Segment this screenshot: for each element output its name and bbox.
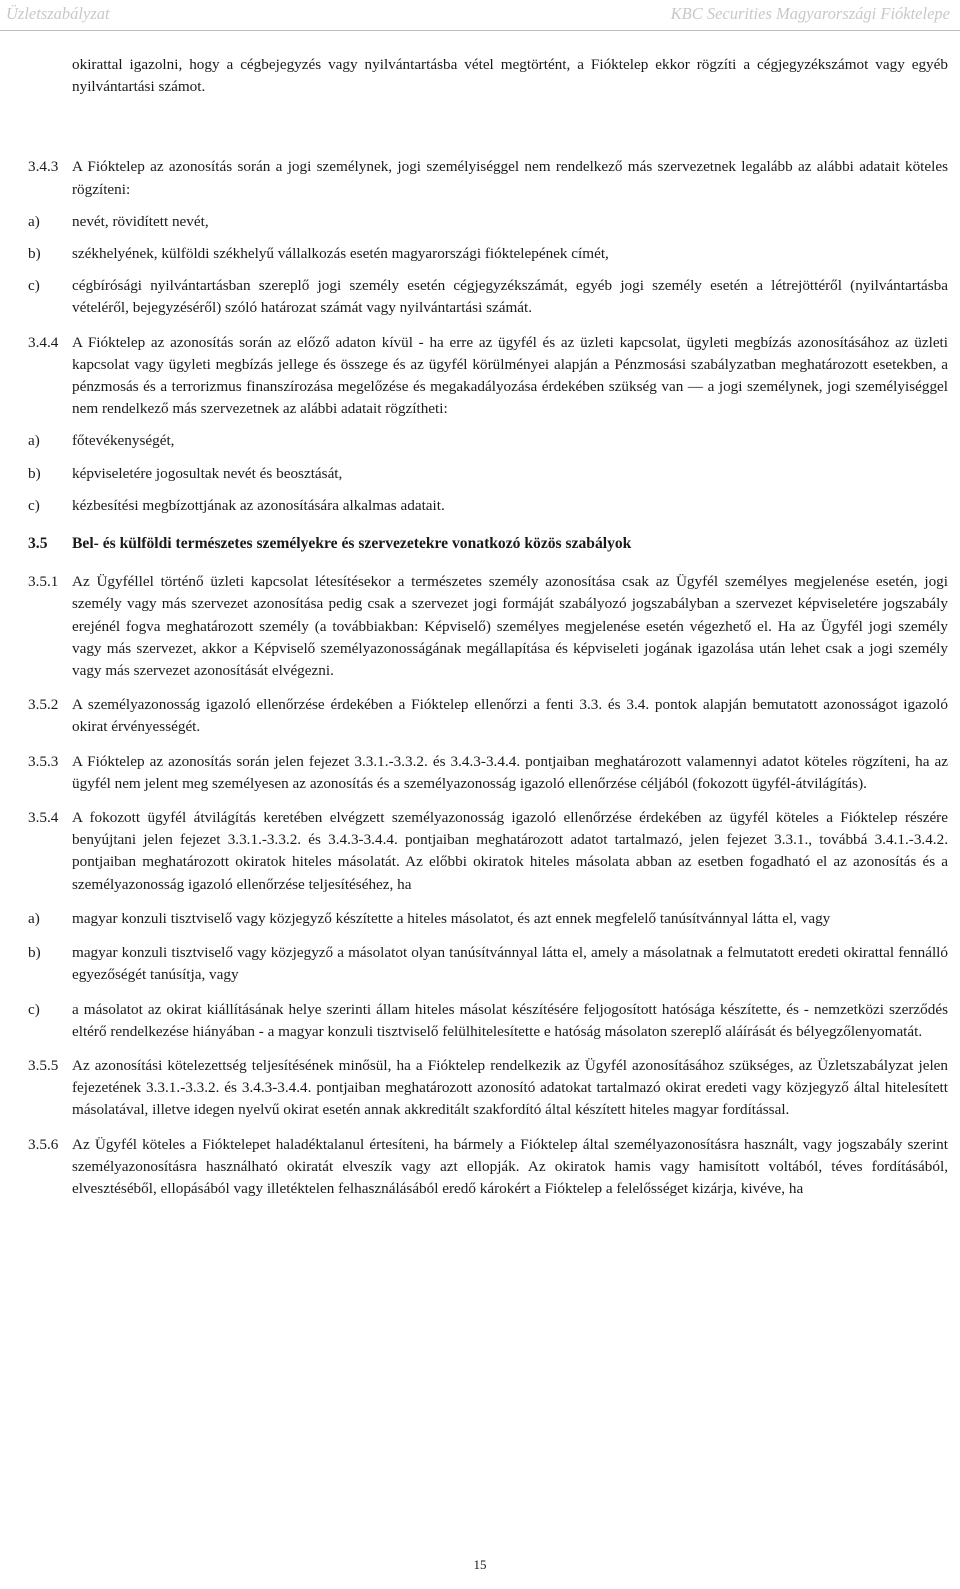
list-text: főtevékenységét,: [72, 432, 175, 450]
section-3-5-3: [28, 751, 948, 795]
section-text: Az azonosítási kötelezettség teljesítésének minősül, ha a Fióktelep rendelkezik az Ügyfél azonosításához szükséges, az Üzletszabályzat jelen fejezetének 3.3.1.-3.3.2. és 3.4.3-3.4.4. pontjaiban meghatározott azonosító adatokat tartalmazó okirat eredeti vagy közjegyző által hitelesített másolatával, illetve idegen nyelvű okirat esetén annak akkreditált szakfordító által készített hiteles magyar fordítással.: [72, 1056, 948, 1119]
section-number: 3.5.6: [28, 1135, 59, 1153]
section-title: Bel- és külföldi természetes személyekre és szervezetekre vonatkozó közös szabályok: [72, 535, 632, 553]
list-item: [28, 495, 948, 517]
section-text: A Fióktelep az azonosítás során jelen fejezet 3.3.1.-3.3.2. és 3.4.3-3.4.4. pontjaiban meghatározott valamennyi adatot köteles rögzíteni, ha az ügyfél nem jelent meg személyesen az azonosítás és a személyazonosság igazoló ellenőrzése céljából (fokozott ügyfél-átvilágítás).: [72, 752, 948, 792]
section-number: 3.4.3: [28, 158, 59, 176]
list-text: képviseletére jogosultak nevét és beosztását,: [72, 464, 343, 482]
section-text: A személyazonosság igazoló ellenőrzése érdekében a Fióktelep ellenőrzi a fenti 3.3. és 3.4. pontok alapján bemutatott azonosságot igazoló okirat érvényességét.: [72, 696, 948, 736]
section-3-4-3: [28, 156, 948, 200]
section-number: 3.5.1: [28, 573, 59, 591]
list-letter: c): [28, 277, 40, 295]
list-text: cégbírósági nyilvántartásban szereplő jogi személy esetén cégjegyzékszámát, egyéb jogi személy esetén a létrejöttéről (nyilvántartásba vételéről, bejegyzéséről) szóló határozat számát vagy nyilvántartási számát.: [72, 277, 948, 317]
header-company-name: KBC Securities Magyarországi Fióktelepe: [670, 4, 950, 23]
list-text: nevét, rövidített nevét,: [72, 212, 209, 230]
list-text: a másolatot az okirat kiállításának helye szerinti állam hiteles másolat készítésére feljogosított hatósága készítette, és - nemzetközi szerződés eltérő rendelkezése hiányában - a magyar konzuli tisztviselő felülhitelesítette e hatóság másolaton szereplő aláírását és bélyegzőlenyomatát.: [72, 1000, 948, 1040]
list-letter: c): [28, 1000, 40, 1018]
list-item: [28, 908, 948, 930]
section-3-5-5: [28, 1055, 948, 1122]
section-3-5-heading: [28, 533, 948, 555]
section-number: 3.5.3: [28, 752, 59, 770]
header-document-title: Üzletszabályzat: [6, 4, 110, 23]
intro-paragraph: okirattal igazolni, hogy a cégbejegyzés vagy nyilvántartásba vétel megtörtént, a Fióktelep ekkor rögzíti a cégjegyzékszámot vagy egyéb nyilvántartási számot.: [72, 56, 948, 96]
list-letter: b): [28, 245, 41, 263]
section-number: 3.5.4: [28, 809, 59, 827]
list-letter: b): [28, 464, 41, 482]
section-3-5-2: [28, 694, 948, 738]
list-letter: a): [28, 432, 40, 450]
section-text: Az Ügyfél köteles a Fióktelepet haladéktalanul értesíteni, ha bármely a Fióktelep által személyazonosításra használt, vagy jogszabály szerint személyazonosításra használható okiratát elveszík vagy azt ellopják. Az okiratok hamis vagy hamisított voltából, téves fordításából, elvesztéséből, ellopásából vagy illetéktelen felhasználásából eredő károkért a Fióktelep a felelősséget kizárja, kivéve, ha: [72, 1135, 948, 1197]
list-text: magyar konzuli tisztviselő vagy közjegyző készítette a hiteles másolatot, és azt ennek megfelelő tanúsítvánnyal látta el, vagy: [72, 909, 831, 927]
section-text: A fokozott ügyfél átvilágítás keretében elvégzett személyazonosság igazoló ellenőrzése érdekében az ügyfél köteles a Fióktelep részére benyújtani jelen fejezet 3.3.1.-3.3.2. és 3.4.3-3.4.4. pontjaiban meghatározott adatot tartalmazó, jelen fejezet 3.3.1., továbbá 3.4.1.-3.4.2. pontjaiban meghatározott okiratok hiteles másolatát. Az előbbi okiratok hiteles másolata abban az esetben fogadható el az azonosítás és a személyazonosság igazoló ellenőrzése teljesítéséhez, ha: [72, 809, 948, 893]
section-text: A Fióktelep az azonosítás során a jogi személynek, jogi személyiséggel nem rendelkező más szervezetnek legalább az alábbi adatait köteles rögzíteni:: [72, 158, 948, 198]
page-number: 15: [473, 1557, 487, 1572]
list-item: [28, 275, 948, 319]
list-letter: b): [28, 944, 41, 962]
section-number: 3.5.2: [28, 696, 59, 714]
list-letter: a): [28, 212, 40, 230]
list-item: [28, 942, 948, 986]
list-item: [28, 463, 948, 485]
document-body: [28, 54, 948, 1200]
list-text: magyar konzuli tisztviselő vagy közjegyző a másolatot olyan tanúsítvánnyal látta el, amely a másolatnak a felmutatott eredeti okirattal fennálló egyezőségét tanúsítja, vagy: [72, 944, 948, 984]
list-letter: c): [28, 496, 40, 514]
section-3-5-4: [28, 807, 948, 896]
list-item: [28, 430, 948, 452]
list-letter: a): [28, 909, 40, 927]
list-item: [28, 999, 948, 1043]
section-number: 3.4.4: [28, 333, 59, 351]
list-text: székhelyének, külföldi székhelyű vállalkozás esetén magyarországi fióktelepének címét,: [72, 245, 609, 263]
section-3-5-1: [28, 571, 948, 682]
page-header: [0, 0, 960, 31]
section-3-5-6: [28, 1134, 948, 1201]
list-text: kézbesítési megbízottjának az azonosítására alkalmas adatait.: [72, 496, 445, 514]
list-item: [28, 211, 948, 233]
section-number: 3.5.5: [28, 1056, 59, 1074]
section-number: 3.5: [28, 535, 48, 553]
list-item: [28, 243, 948, 265]
section-text: Az Ügyféllel történő üzleti kapcsolat létesítésekor a természetes személy azonosítása csak az Ügyfél személyes megjelenése esetén, jogi személy vagy más szervezet azonosítása pedig csak a szervezet jogi formáját szabályozó jogszabályban a szervezet képviseletére jogszabály erejénél fogva meghatározott személy (a továbbiakban: Képviselő) személyes megjelenése esetén végezhető el. Ha az Ügyfél jogi személy vagy más szervezet, akkor a Képviselő személyazonosságának megállapítása és képviseleti jogának igazolása után lehet csak a jogi személy vagy más szervezet azonosítását elvégezni.: [72, 573, 948, 680]
section-text: A Fióktelep az azonosítás során az előző adaton kívül - ha erre az ügyfél és az üzleti kapcsolat, ügyleti megbízás azonosításához az üzleti kapcsolat vagy ügyleti megbízás jellege és összege és az ügyfél körülményei alapján a Pénzmosási szabályzatban meghatározott esetekben, a pénzmosás és a terrorizmus finanszírozása megelőzése és megakadályozása érdekében szükség van — a jogi személynek, jogi személyiséggel nem rendelkező más szervezetnek az alábbi adatait rögzítheti:: [72, 333, 948, 418]
section-3-4-4: [28, 332, 948, 421]
